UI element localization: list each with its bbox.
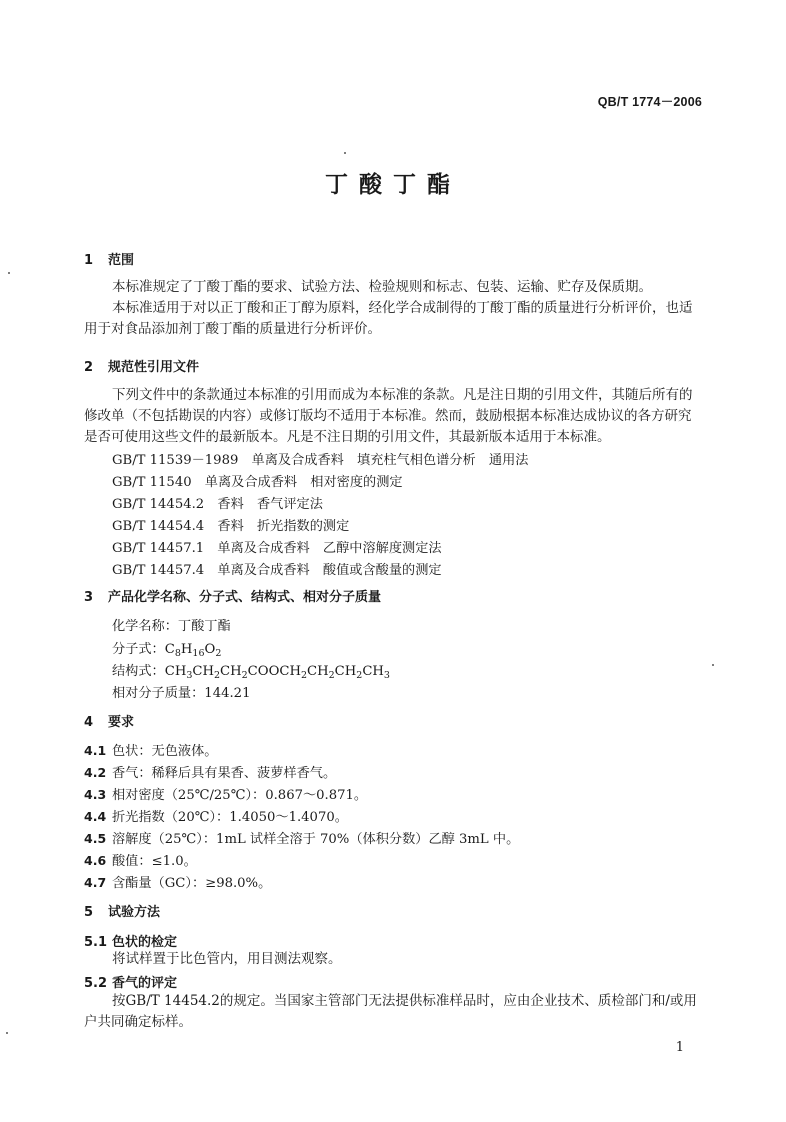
paragraph-continuation: 修改单（不包括勘误的内容）或修订版均不适用于本标准。然而，鼓励根据本标准达成协议的各方研究 (84, 408, 692, 424)
molecular-formula: 分子式：$C_8H_{16}O_2$ (112, 642, 222, 659)
structural-formula: 结构式：$CH_3CH_2CH_2COOCH_2CH_2CH_2CH_3$ (112, 664, 390, 681)
page-number: 1 (675, 1040, 684, 1055)
paragraph-continuation: 户共同确定标样。 (84, 1014, 192, 1030)
subsection-5-1-heading: 5.1 色状的检定 (84, 935, 178, 950)
reference-item: GB/T 14457.1 单离及合成香料 乙醇中溶解度测定法 (112, 541, 442, 556)
section-number: 5 (84, 905, 94, 920)
document-title: 丁酸丁酯 (325, 172, 461, 198)
subsection-5-2-heading: 5.2 香气的评定 (84, 976, 178, 991)
scan-speck (344, 152, 346, 154)
section-5-heading (84, 901, 160, 920)
requirement-item: 4.5 溶解度（25℃）：1mL 试样全溶于 70%（体积分数）乙醇 3mL 中。 (84, 831, 520, 847)
scan-speck (8, 272, 10, 274)
paragraph-continuation: 是否可使用这些文件的最新版本。凡是不注日期的引用文件，其最新版本适用于本标准。 (84, 429, 611, 445)
reference-item: GB/T 11539－1989 单离及合成香料 填充柱气相色谱分析 通用法 (112, 453, 529, 468)
section-title: 要求 (108, 715, 135, 730)
reference-item: GB/T 14457.4 单离及合成香料 酸值或含酸量的测定 (112, 563, 442, 578)
requirement-item: 4.3 相对密度（25℃/25℃）：0.867～0.871。 (84, 787, 368, 803)
chemical-name: 化学名称：丁酸丁酯 (112, 619, 231, 634)
reference-item: GB/T 14454.4 香料 折光指数的测定 (112, 519, 350, 534)
reference-item: GB/T 14454.2 香料 香气评定法 (112, 497, 323, 512)
section-number: 1 (84, 253, 94, 268)
section-number: 3 (84, 590, 94, 605)
molecular-mass: 相对分子质量：144.21 (112, 686, 251, 701)
requirement-item: 4.1 色状：无色液体。 (84, 743, 218, 759)
section-number: 2 (84, 360, 94, 375)
paragraph: 按GB/T 14454.2的规定。当国家主管部门无法提供标准样品时，应由企业技术、质检部门和/或用 (112, 993, 697, 1009)
section-title: 产品化学名称、分子式、结构式、相对分子质量 (108, 590, 382, 605)
scan-speck (6, 1032, 8, 1034)
section-2-heading (84, 356, 199, 375)
requirement-item: 4.6 酸值：≤1.0。 (84, 853, 197, 869)
section-1-heading (84, 249, 134, 268)
section-title: 试验方法 (108, 905, 161, 920)
section-title: 范围 (108, 253, 135, 268)
requirement-item: 4.2 香气：稀释后具有果香、菠萝样香气。 (84, 765, 337, 781)
standard-number: QB/T 1774－2006 (597, 95, 702, 109)
requirement-item: 4.7 含酯量（GC）：≥98.0%。 (84, 875, 272, 891)
paragraph: 将试样置于比色管内，用目测法观察。 (112, 951, 342, 967)
section-number: 4 (84, 715, 94, 730)
section-title: 规范性引用文件 (108, 360, 200, 375)
paragraph-continuation: 用于对食品添加剂丁酸丁酯的质量进行分析评价。 (84, 321, 381, 337)
reference-item: GB/T 11540 单离及合成香料 相对密度的测定 (112, 475, 403, 490)
requirement-item: 4.4 折光指数（20℃）：1.4050～1.4070。 (84, 809, 348, 825)
section-4-heading (84, 711, 134, 730)
paragraph: 本标准规定了丁酸丁酯的要求、试验方法、检验规则和标志、包装、运输、贮存及保质期。 (112, 279, 652, 295)
paragraph: 本标准适用于对以正丁酸和正丁醇为原料，经化学合成制得的丁酸丁酯的质量进行分析评价，也适 (112, 300, 693, 316)
scan-speck (712, 664, 714, 666)
section-3-heading (84, 586, 381, 605)
paragraph: 下列文件中的条款通过本标准的引用而成为本标准的条款。凡是注日期的引用文件，其随后所有的 (112, 387, 693, 403)
